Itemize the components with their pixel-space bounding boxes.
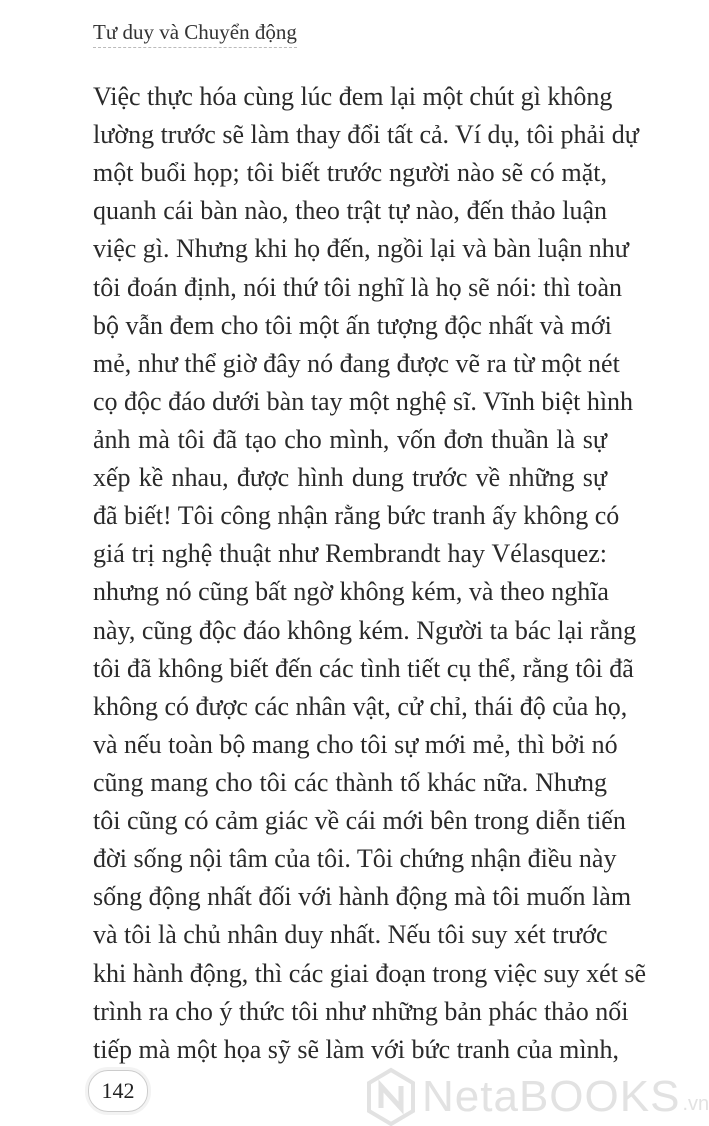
text-line: không có được các nhân vật, cử chỉ, thái độ của họ,: [93, 691, 628, 721]
netabooks-logo-icon: [366, 1068, 416, 1126]
page-number: 142: [88, 1070, 148, 1112]
text-line: cũng mang cho tôi các thành tố khác nữa. Nhưng: [93, 767, 607, 797]
watermark: [366, 1068, 709, 1126]
text-line: Việc thực hóa cùng lúc đem lại một chút gì không: [93, 82, 613, 111]
text-line: tôi cũng có cảm giác về cái mới bên trong diễn tiến: [93, 806, 626, 836]
text-line: và nếu toàn bộ mang cho tôi sự mới mẻ, thì bởi nó: [93, 729, 618, 759]
body-text: [93, 78, 647, 1069]
watermark-brand: NetaBOOKS: [422, 1072, 681, 1121]
text-line: cọ độc đáo dưới bàn tay một nghệ sĩ. Vĩnh biệt hình: [93, 386, 634, 416]
text-line: sống động nhất đối với hành động mà tôi muốn làm: [93, 882, 632, 912]
text-line: tiếp mà một họa sỹ sẽ làm với bức tranh của mình,: [93, 1034, 620, 1064]
text-line: đã biết! Tôi công nhận rằng bức tranh ấy không có: [93, 501, 620, 531]
text-line: xếp kề nhau, được hình dung trước về những sự: [93, 463, 607, 493]
text-line: tôi đã không biết đến các tình tiết cụ thể, rằng tôi đã: [93, 653, 634, 683]
text-line: một buổi họp; tôi biết trước người nào sẽ có mặt,: [93, 158, 607, 188]
text-line: mẻ, như thể giờ đây nó đang được vẽ ra từ một nét: [93, 348, 620, 378]
running-header-title: Tư duy và Chuyển động: [93, 20, 297, 48]
text-line: ảnh mà tôi đã tạo cho mình, vốn đơn thuần là sự: [93, 424, 607, 454]
text-line: việc gì. Nhưng khi họ đến, ngồi lại và bàn luận như: [93, 234, 629, 264]
text-line: nhưng nó cũng bất ngờ không kém, và theo nghĩa: [93, 577, 609, 607]
text-line: đời sống nội tâm của tôi. Tôi chứng nhận điều này: [93, 844, 617, 874]
text-line: giá trị nghệ thuật như Rembrandt hay Vélasquez:: [93, 539, 607, 569]
text-line: quanh cái bàn nào, theo trật tự nào, đến thảo luận: [93, 196, 607, 226]
text-line: này, cũng độc đáo không kém. Người ta bác lại rằng: [93, 615, 637, 645]
text-line: khi hành động, thì các giai đoạn trong việc suy xét sẽ: [93, 958, 647, 988]
text-line: lường trước sẽ làm thay đổi tất cả. Ví dụ, tôi phải dự: [93, 120, 639, 150]
text-line: tôi đoán định, nói thứ tôi nghĩ là họ sẽ nói: thì toàn: [93, 272, 623, 302]
watermark-suffix: .vn: [682, 1092, 709, 1115]
text-line: trình ra cho ý thức tôi như những bản phác thảo nối: [93, 996, 629, 1026]
text-line: bộ vẫn đem cho tôi một ấn tượng độc nhất và mới: [93, 310, 612, 340]
text-line: và tôi là chủ nhân duy nhất. Nếu tôi suy xét trước: [93, 920, 608, 950]
